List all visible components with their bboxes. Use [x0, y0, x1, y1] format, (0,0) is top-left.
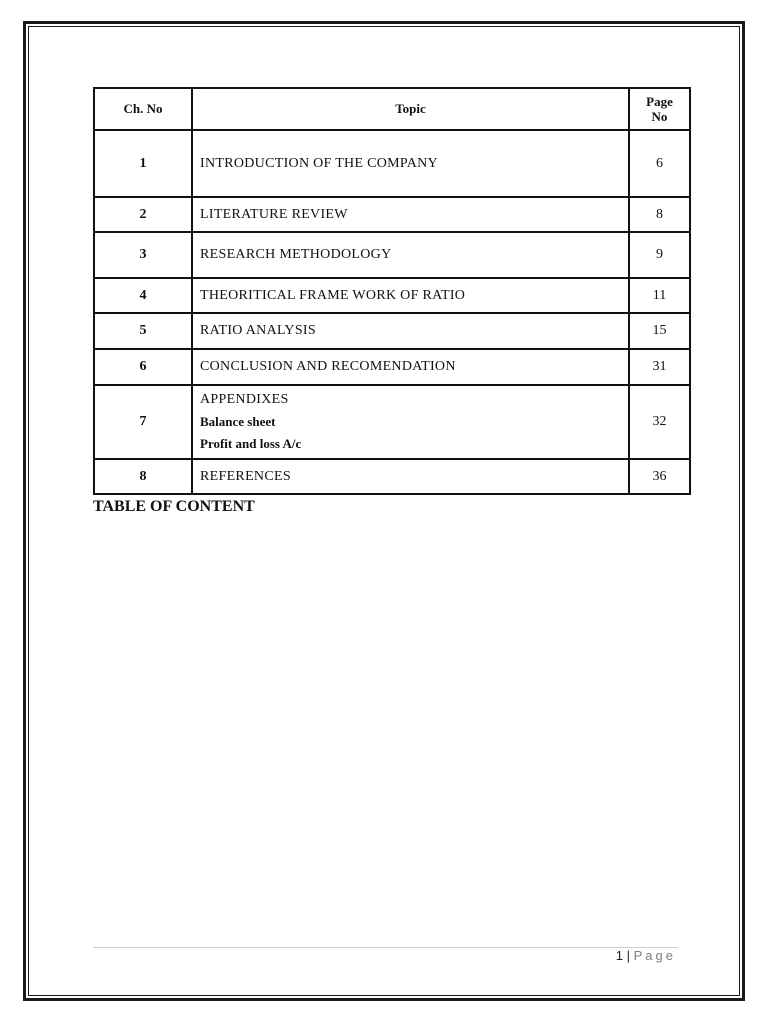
table-row: [94, 197, 690, 232]
chapter-number: 4: [94, 278, 192, 313]
table-row: [94, 459, 690, 494]
table-row: [94, 232, 690, 278]
chapter-subtopic-balance-sheet: Balance sheet: [200, 414, 276, 429]
chapter-page: 36: [629, 459, 690, 494]
chapter-page: 32: [629, 385, 690, 459]
chapter-number: 1: [94, 130, 192, 197]
footer-page-label: Page: [633, 948, 676, 963]
page-footer: [616, 948, 676, 963]
chapter-topic: REFERENCES: [192, 459, 629, 494]
chapter-subtopic-profit-loss: Profit and loss A/c: [200, 436, 302, 451]
page-title: TABLE OF CONTENT: [93, 498, 255, 515]
chapter-number: 5: [94, 313, 192, 349]
chapter-page: 8: [629, 197, 690, 232]
table-row: [94, 278, 690, 313]
chapter-topic: CONCLUSION AND RECOMENDATION: [192, 349, 629, 385]
header-topic: Topic: [192, 88, 629, 130]
footer-separator: |: [626, 948, 630, 963]
footer-page-number: 1: [615, 948, 623, 963]
chapter-page: 11: [629, 278, 690, 313]
table-row: [94, 385, 690, 459]
chapter-number: 7: [94, 385, 192, 459]
toc-header-row: [94, 88, 690, 130]
chapter-number: 2: [94, 197, 192, 232]
chapter-page: 31: [629, 349, 690, 385]
chapter-topic: LITERATURE REVIEW: [192, 197, 629, 232]
chapter-number: 3: [94, 232, 192, 278]
toc-table: [93, 87, 691, 495]
chapter-number: 8: [94, 459, 192, 494]
table-row: [94, 349, 690, 385]
table-row: [94, 130, 690, 197]
chapter-topic: THEORITICAL FRAME WORK OF RATIO: [192, 278, 629, 313]
chapter-page: 9: [629, 232, 690, 278]
chapter-number: 6: [94, 349, 192, 385]
table-row: [94, 313, 690, 349]
header-ch-no: Ch. No: [94, 88, 192, 130]
chapter-page: 15: [629, 313, 690, 349]
footer-divider: [93, 947, 678, 948]
chapter-topic-cell: [192, 385, 629, 459]
chapter-topic: RESEARCH METHODOLOGY: [192, 232, 629, 278]
chapter-topic: INTRODUCTION OF THE COMPANY: [192, 130, 629, 197]
chapter-topic: APPENDIXES: [200, 392, 289, 407]
header-page-no: Page No: [629, 88, 690, 130]
chapter-page: 6: [629, 130, 690, 197]
chapter-topic: RATIO ANALYSIS: [192, 313, 629, 349]
